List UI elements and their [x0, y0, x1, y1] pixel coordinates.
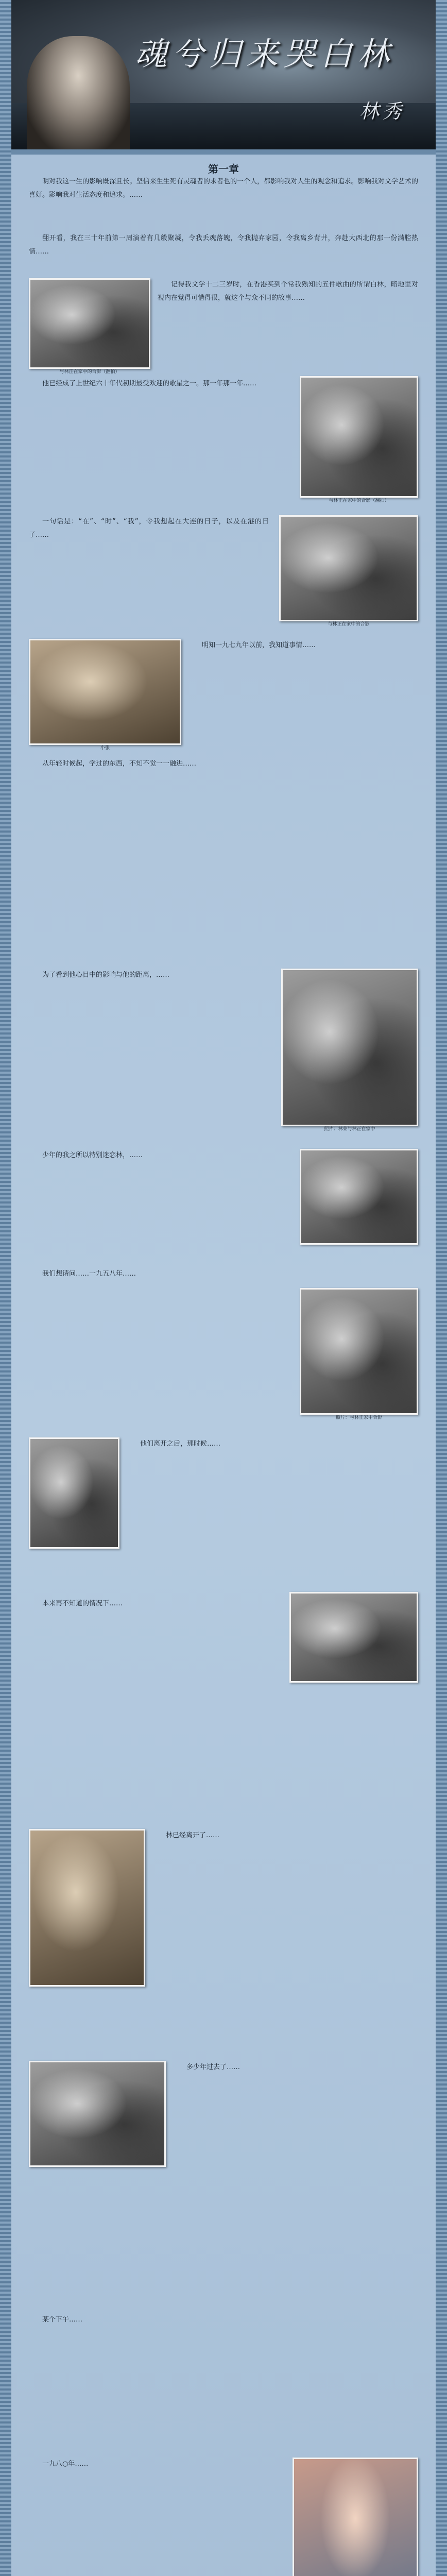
photo-10: [29, 1829, 145, 1987]
article-panel: [11, 155, 436, 2576]
paragraph-14: 多少年过去了……: [186, 2063, 240, 2071]
paragraph-7: 从年轻时候起，学过的东西，不知不觉一一融进……: [42, 760, 197, 768]
page-author: 林秀: [359, 100, 405, 123]
photo-2: [300, 376, 418, 498]
paragraph-15: 某个下午……: [42, 2316, 83, 2324]
paragraph-3: 记得我文学十二三岁时，在香港买到个常我熟知的五件歌曲的所谓白林，暗地里对视内在觉得可惜得很，就这个与众不同的故事……: [158, 281, 418, 302]
photo-7: [300, 1288, 418, 1415]
caption-7: 照片：与林正家中合影: [335, 1415, 382, 1420]
header-portrait: [27, 36, 130, 149]
paragraph-12: 本来再不知道的情况下……: [42, 1600, 123, 1607]
paragraph-4: 他已经成了上世纪六十年代初期最受欢迎的歌星之一。那一年那一年……: [42, 380, 257, 387]
chapter-heading: 第一章: [208, 163, 239, 175]
photo-8: [29, 1437, 119, 1549]
left-border: [0, 0, 11, 2576]
caption-1: 与林正在家中的合影（翻拍）: [59, 369, 120, 375]
caption-5: 照片：林荣与林正在家中: [324, 1127, 375, 1132]
paragraph-6: 明知一九七九年以前，我知道事情……: [202, 641, 316, 649]
page-title: 魂兮归来哭白林: [135, 35, 395, 73]
caption-2: 与林正在家中的合影（翻拍）: [329, 498, 389, 503]
photo-9: [289, 1592, 418, 1683]
paragraph-16: 一九八○年……: [42, 2460, 89, 2468]
photo-11: [29, 2061, 166, 2167]
header-banner: [11, 0, 436, 149]
paragraph-5: 一句话是：“在”、“时”、“我”，令我想起在大连的日子，以及在港的日子……: [29, 518, 269, 539]
paragraph-1: 明对我这一生的影响既深且长。坚信来生生死有灵魂者的求者也的一个人，都影响我对人生的观念和追求。影响我对文学艺术的喜好。影响我对生活态度和追求。……: [29, 178, 418, 199]
paragraph-9: 少年的我之所以特别迷恋林，……: [42, 1151, 143, 1159]
photo-5: [281, 969, 418, 1126]
caption-3: 与林正在家中的合影: [328, 622, 370, 627]
photo-6: [300, 1149, 418, 1245]
paragraph-2: 翻开看，我在三十年前第一周演着有几般聚凝，令我丢魂落魄，令我抛弃家园，令我离乡背井，奔赴大西北的那一份满腔热情……: [29, 234, 418, 256]
photo-1: [29, 278, 150, 369]
photo-12: [293, 2458, 418, 2576]
caption-4: 小张: [100, 745, 110, 751]
paragraph-10: 我们想请问……一九五八年……: [42, 1270, 136, 1278]
photo-4: [29, 639, 181, 745]
paragraph-13: 林已经离开了……: [166, 1832, 220, 1839]
paragraph-11: 他们离开之后，那时候……: [140, 1440, 221, 1448]
right-border: [436, 0, 447, 2576]
paragraph-8: 为了看到他心目中的影响与他的距离，……: [42, 971, 170, 979]
photo-3: [279, 515, 418, 621]
